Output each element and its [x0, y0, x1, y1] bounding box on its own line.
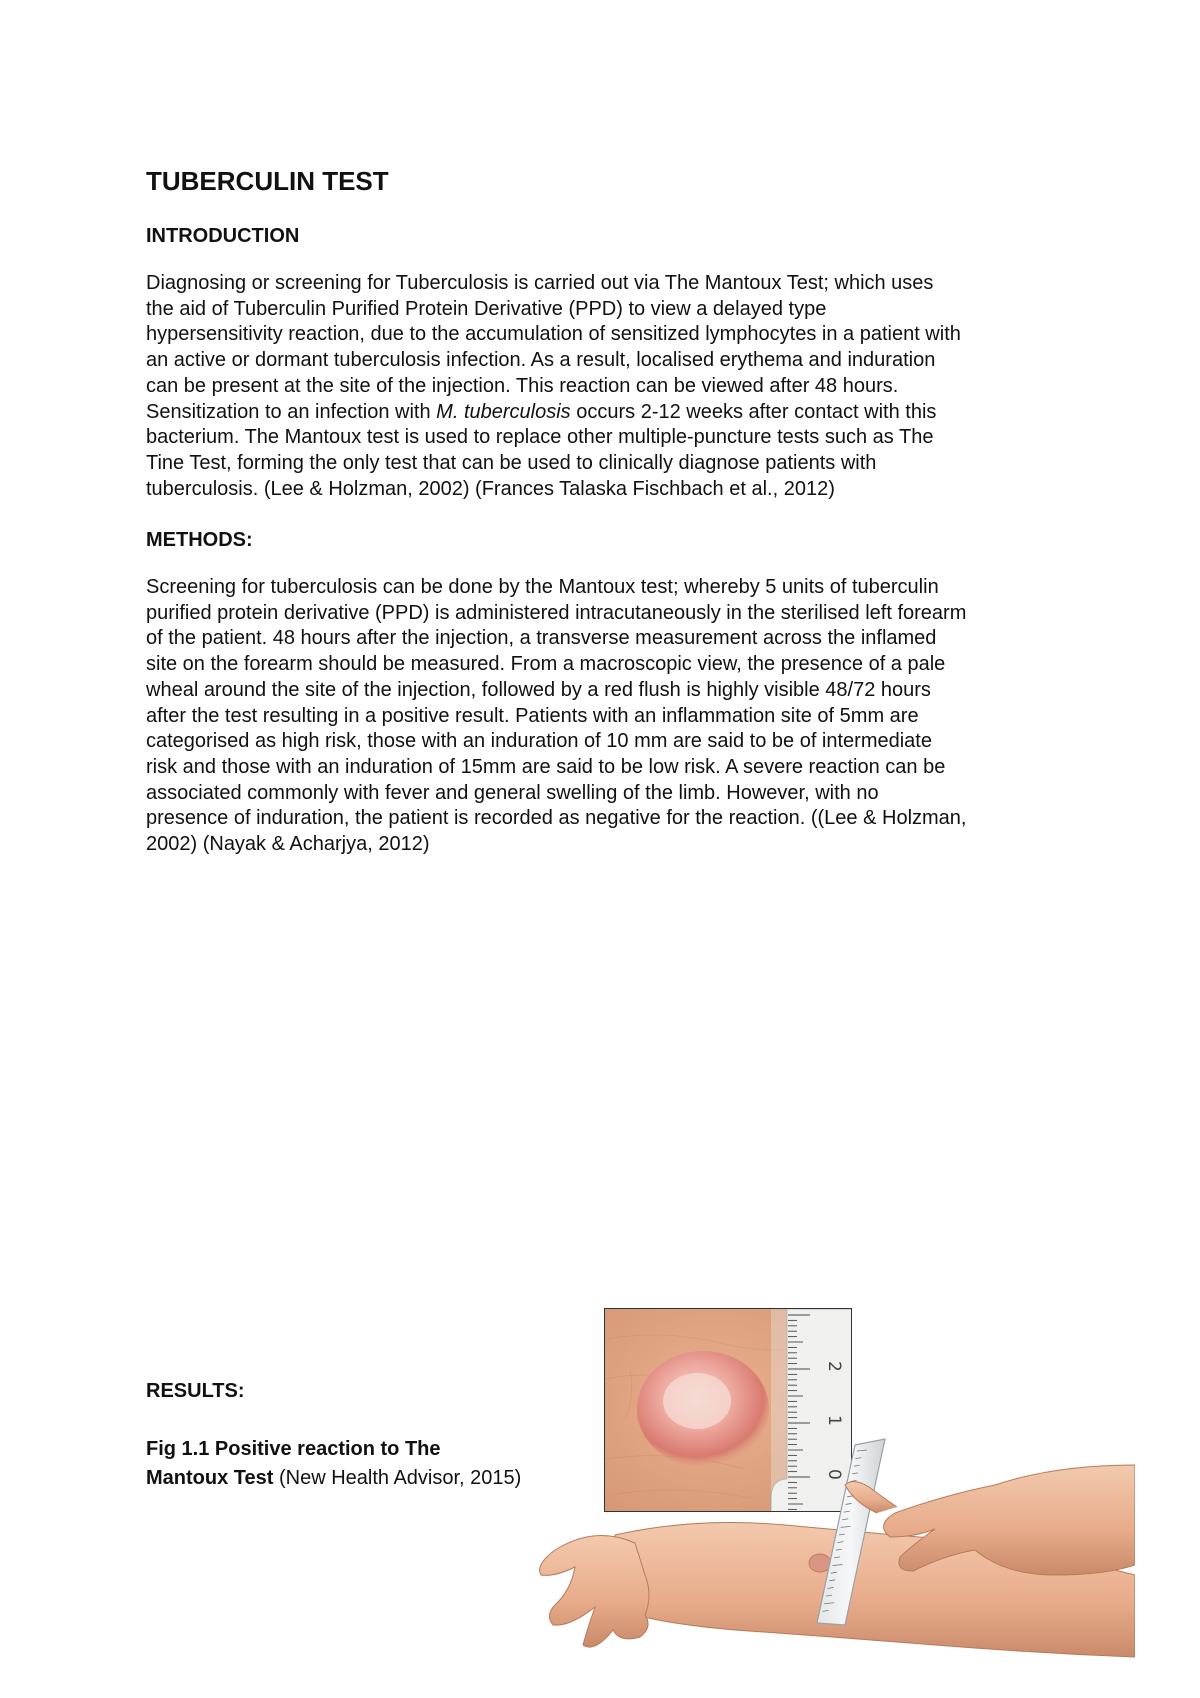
caption-title: Fig 1.1 Positive reaction to The Mantoux Test	[146, 1438, 441, 1489]
paragraph-line: tuberculosis. (Lee & Holzman, 2002) (Frances Talaska Fischbach et al., 2012)	[146, 477, 835, 500]
methods-heading: METHODS:	[146, 529, 253, 551]
document-title: TUBERCULIN TEST	[146, 166, 389, 196]
paragraph-line: hypersensitivity reaction, due to the accumulation of sensitized lymphocytes in a patient with	[146, 323, 961, 346]
paragraph-line: of the patient. 48 hours after the injection, a transverse measurement across the inflamed	[146, 627, 937, 650]
paragraph-line: an active or dormant tuberculosis infection. As a result, localised erythema and induration	[146, 349, 936, 372]
paragraph-line: presence of induration, the patient is recorded as negative for the reaction. ((Lee & Holzman,	[146, 807, 967, 830]
paragraph-line: can be present at the site of the injection. This reaction can be viewed after 48 hours.	[146, 374, 899, 397]
introduction-heading: INTRODUCTION	[146, 225, 300, 247]
methods-paragraph	[146, 575, 1076, 858]
caption-source: (New Health Advisor, 2015)	[273, 1467, 522, 1489]
paragraph-line: categorised as high risk, those with an induration of 10 mm are said to be of intermediate	[146, 730, 932, 753]
paragraph-line: the aid of Tuberculin Purified Protein Derivative (PPD) to view a delayed type	[146, 297, 827, 320]
species-name: M. tuberculosis	[436, 400, 571, 423]
introduction-paragraph	[146, 271, 1076, 502]
paragraph-line: wheal around the site of the injection, followed by a red flush is highly visible 48/72 hours	[146, 678, 931, 701]
paragraph-line: Screening for tuberculosis can be done by the Mantoux test; whereby 5 units of tuberculin	[146, 576, 939, 598]
ruler-label-2: 2	[824, 1361, 844, 1372]
forearm-illustration	[535, 1425, 1135, 1685]
wheal-pale-center	[663, 1373, 731, 1429]
reaction-spot	[809, 1554, 831, 1572]
paragraph-line: associated commonly with fever and general swelling of the limb. However, with no	[146, 781, 879, 804]
paragraph-line: risk and those with an induration of 15mm are said to be low risk. A severe reaction can be	[146, 755, 946, 778]
ruler-label-1: 1	[824, 1415, 844, 1426]
results-heading: RESULTS:	[146, 1380, 245, 1402]
paragraph-line: Diagnosing or screening for Tuberculosis is carried out via The Mantoux Test; which uses	[146, 272, 934, 294]
patient-hand	[540, 1535, 649, 1647]
paragraph-line: after the test resulting in a positive result. Patients with an inflammation site of 5mm are	[146, 704, 919, 727]
line-text: Sensitization to an infection with	[146, 400, 437, 423]
paragraph-line: site on the forearm should be measured. From a macroscopic view, the presence of a pale	[146, 653, 946, 676]
paragraph-line	[146, 400, 1076, 426]
examiner-hand	[884, 1465, 1135, 1575]
figure-caption	[146, 1435, 526, 1493]
paragraph-line: bacterium. The Mantoux test is used to replace other multiple-puncture tests such as The	[146, 426, 934, 449]
paragraph-line: 2002) (Nayak & Acharjya, 2012)	[146, 833, 430, 856]
paragraph-line: Tine Test, forming the only test that can be used to clinically diagnose patients with	[146, 451, 877, 474]
ruler-label-0: 0	[824, 1469, 844, 1480]
line-text: occurs 2-12 weeks after contact with this	[570, 400, 937, 423]
paragraph-line: purified protein derivative (PPD) is administered intracutaneously in the sterilised left forearm	[146, 601, 967, 624]
